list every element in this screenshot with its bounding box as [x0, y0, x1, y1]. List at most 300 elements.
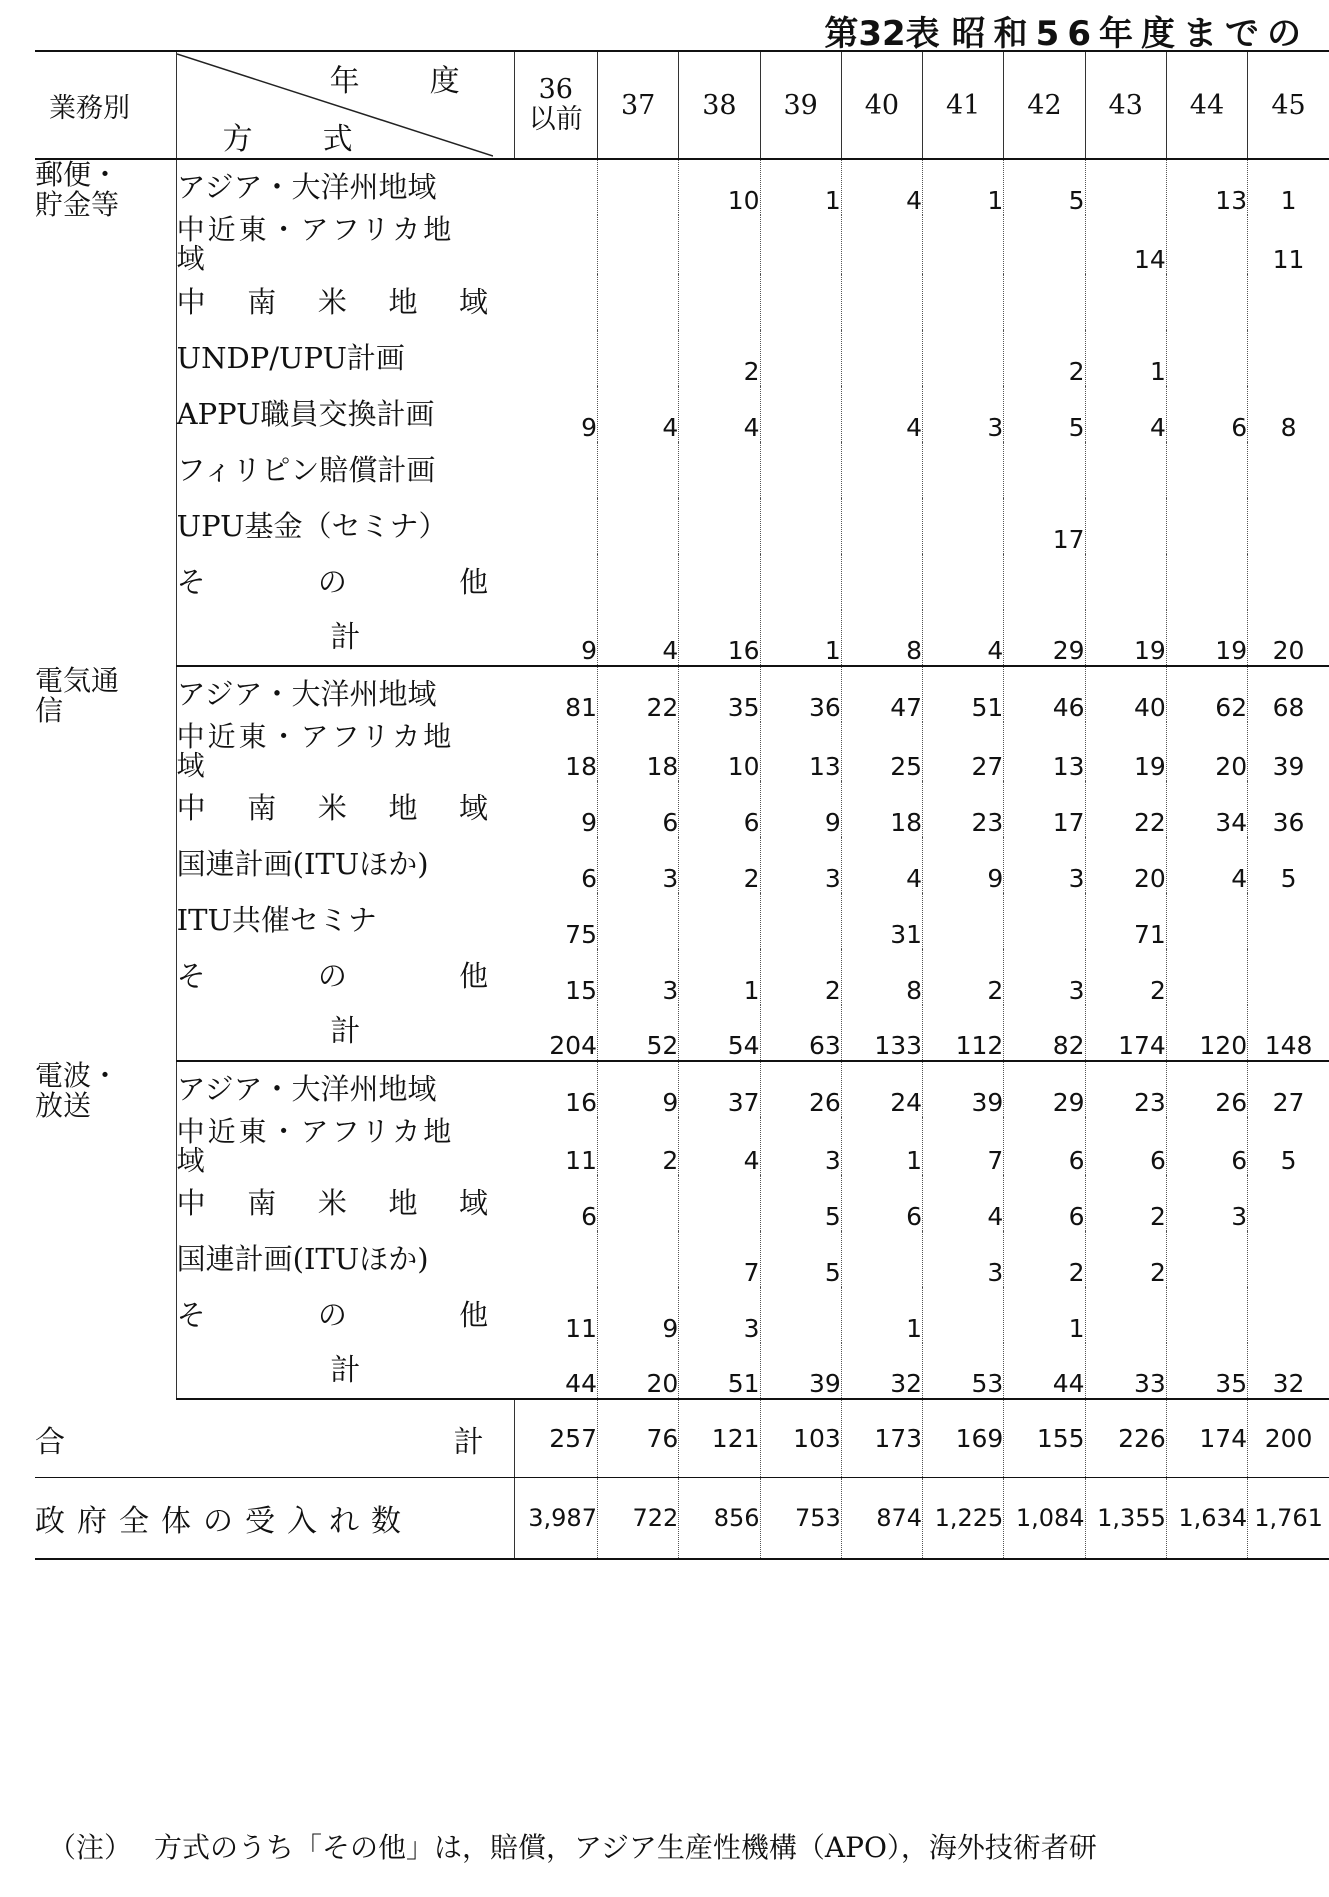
value-cell: 5 — [760, 1231, 841, 1287]
government-total-value: 3,987 — [514, 1477, 597, 1559]
value-cell: 8 — [841, 610, 922, 666]
grand-total-label: 合 計 — [35, 1399, 514, 1477]
grand-total-value: 173 — [841, 1399, 922, 1477]
business-category: 電波・ 放送 — [35, 1058, 120, 1122]
value-cell: 3 — [760, 1117, 841, 1176]
value-cell — [597, 893, 678, 949]
method-label: アジア・大洋州地域 — [176, 159, 514, 215]
year-header-4: 40 — [841, 51, 922, 159]
table-row — [35, 1117, 1329, 1176]
value-cell: 20 — [1085, 837, 1166, 893]
value-cell: 6 — [514, 1175, 597, 1231]
value-cell: 26 — [1166, 1061, 1247, 1117]
year-header-8: 44 — [1166, 51, 1247, 159]
value-cell — [1166, 215, 1247, 274]
value-cell — [597, 554, 678, 610]
page-title — [824, 6, 1309, 55]
method-label: UNDP/UPU計画 — [176, 330, 514, 386]
value-cell: 2 — [1085, 1231, 1166, 1287]
value-cell: 9 — [597, 1061, 678, 1117]
value-cell: 4 — [1166, 837, 1247, 893]
value-cell: 11 — [514, 1287, 597, 1343]
value-cell: 1 — [1004, 1287, 1085, 1343]
value-cell: 29 — [1004, 1061, 1085, 1117]
value-cell — [1004, 554, 1085, 610]
table-row — [35, 1287, 1329, 1343]
value-cell: 3 — [760, 837, 841, 893]
value-cell — [1004, 442, 1085, 498]
grand-total-value: 169 — [923, 1399, 1004, 1477]
value-cell — [1004, 274, 1085, 330]
value-cell: 120 — [1166, 1005, 1247, 1061]
value-cell — [597, 274, 678, 330]
value-cell: 20 — [597, 1343, 678, 1399]
method-label: 中 南 米 地 域 — [176, 781, 514, 837]
government-total-label: 政府全体の受入れ数 — [35, 1477, 514, 1559]
value-cell — [923, 1287, 1004, 1343]
footnote — [48, 1826, 1097, 1866]
value-cell: 14 — [1085, 215, 1166, 274]
grand-total-value: 121 — [679, 1399, 760, 1477]
value-cell — [841, 554, 922, 610]
value-cell: 27 — [923, 722, 1004, 781]
value-cell — [923, 215, 1004, 274]
value-cell — [1248, 330, 1329, 386]
grand-total-value: 76 — [597, 1399, 678, 1477]
value-cell — [841, 1231, 922, 1287]
method-label: 計 — [176, 610, 514, 666]
business-category: 電気通 信 — [35, 663, 120, 728]
government-total-value: 722 — [597, 1477, 678, 1559]
value-cell — [923, 498, 1004, 554]
value-cell — [597, 1231, 678, 1287]
value-cell: 5 — [1004, 159, 1085, 215]
business-category: 郵便・ 貯金等 — [35, 158, 120, 222]
value-cell: 3 — [679, 1287, 760, 1343]
value-cell: 18 — [597, 722, 678, 781]
value-cell: 6 — [514, 837, 597, 893]
table-row — [35, 1231, 1329, 1287]
value-cell: 11 — [514, 1117, 597, 1176]
value-cell: 24 — [841, 1061, 922, 1117]
value-cell: 9 — [760, 781, 841, 837]
value-cell: 19 — [1085, 722, 1166, 781]
grand-total-value: 226 — [1085, 1399, 1166, 1477]
value-cell: 4 — [679, 1117, 760, 1176]
value-cell — [841, 274, 922, 330]
year-header-label: 年 度 — [329, 64, 480, 99]
value-cell: 23 — [1085, 1061, 1166, 1117]
value-cell — [760, 498, 841, 554]
value-cell — [1085, 1287, 1166, 1343]
value-cell: 20 — [1248, 610, 1329, 666]
value-cell — [1004, 215, 1085, 274]
value-cell: 36 — [1272, 807, 1305, 837]
grand-total-value: 257 — [514, 1399, 597, 1477]
value-cell: 18 — [841, 781, 922, 837]
value-cell: 6 — [841, 1175, 922, 1231]
value-cell — [1166, 949, 1247, 1005]
value-cell: 8 — [1280, 412, 1297, 442]
table-row — [35, 274, 1329, 330]
table-row — [35, 722, 1329, 781]
value-cell: 1 — [760, 610, 841, 666]
method-label: 中近東・アフリカ地 域 — [176, 1117, 514, 1176]
method-label: 国連計画(ITUほか) — [176, 1231, 514, 1287]
value-cell: 46 — [1004, 666, 1085, 722]
value-cell: 133 — [841, 1005, 922, 1061]
value-cell — [760, 386, 841, 442]
table-row — [35, 498, 1329, 554]
value-cell — [679, 442, 760, 498]
table-row — [35, 1175, 1329, 1231]
value-cell — [1166, 442, 1247, 498]
value-cell: 1 — [841, 1117, 922, 1176]
value-cell — [1248, 498, 1329, 554]
government-total-value: 1,634 — [1166, 1477, 1247, 1559]
value-cell — [1248, 1175, 1329, 1231]
value-cell — [514, 159, 597, 215]
year-header-3: 39 — [760, 51, 841, 159]
value-cell: 1 — [679, 949, 760, 1005]
value-cell: 39 — [760, 1343, 841, 1399]
value-cell: 20 — [1166, 722, 1247, 781]
value-cell — [1004, 893, 1085, 949]
value-cell — [679, 554, 760, 610]
value-cell: 2 — [679, 330, 760, 386]
method-header-label: 方 式 — [222, 122, 373, 157]
grand-total-value: 155 — [1004, 1399, 1085, 1477]
value-cell — [1166, 330, 1247, 386]
value-cell: 6 — [679, 781, 760, 837]
value-cell: 2 — [679, 837, 760, 893]
value-cell — [841, 442, 922, 498]
method-label: フィリピン賠償計画 — [176, 442, 514, 498]
value-cell: 26 — [760, 1061, 841, 1117]
value-cell: 35 — [679, 666, 760, 722]
value-cell: 9 — [923, 837, 1004, 893]
value-cell: 9 — [514, 386, 597, 442]
value-cell: 4 — [597, 386, 678, 442]
value-cell: 2 — [1085, 949, 1166, 1005]
value-cell — [1248, 1231, 1329, 1287]
value-cell — [1166, 554, 1247, 610]
value-cell: 5 — [1280, 863, 1297, 893]
value-cell — [1248, 442, 1329, 498]
value-cell: 17 — [1004, 498, 1085, 554]
value-cell: 10 — [679, 159, 760, 215]
table-row — [35, 837, 1329, 893]
value-cell — [1166, 1231, 1247, 1287]
value-cell: 40 — [1085, 666, 1166, 722]
government-total-value: 1,225 — [923, 1477, 1004, 1559]
government-total-value: 1,761 — [1248, 1477, 1329, 1559]
value-cell: 1 — [760, 159, 841, 215]
table-number: 第32表 — [824, 14, 940, 54]
table-row — [35, 610, 1329, 666]
grand-total-value: 174 — [1166, 1399, 1247, 1477]
value-cell — [1085, 159, 1166, 215]
value-cell: 3 — [923, 386, 1004, 442]
value-cell: 22 — [597, 666, 678, 722]
value-cell — [514, 498, 597, 554]
value-cell — [1085, 498, 1166, 554]
value-cell — [597, 215, 678, 274]
value-cell: 6 — [1166, 386, 1247, 442]
value-cell — [514, 442, 597, 498]
value-cell — [760, 274, 841, 330]
year-header-0: 36 以前 — [514, 51, 597, 159]
method-label: アジア・大洋州地域 — [176, 666, 514, 722]
method-label: UPU基金（セミナ） — [176, 498, 514, 554]
value-cell — [514, 215, 597, 274]
value-cell: 3 — [1004, 949, 1085, 1005]
value-cell — [760, 330, 841, 386]
value-cell: 54 — [679, 1005, 760, 1061]
table-row — [35, 554, 1329, 610]
value-cell: 34 — [1166, 781, 1247, 837]
grand-total-value: 200 — [1248, 1399, 1329, 1477]
government-total-value: 856 — [679, 1477, 760, 1559]
value-cell: 31 — [841, 893, 922, 949]
government-total-value: 874 — [841, 1477, 922, 1559]
value-cell: 3 — [597, 837, 678, 893]
value-cell: 17 — [1004, 781, 1085, 837]
table-row — [35, 215, 1329, 274]
value-cell — [597, 1175, 678, 1231]
method-label: そ の 他 — [176, 949, 514, 1005]
value-cell: 6 — [1166, 1117, 1247, 1176]
government-total-row — [35, 1477, 1329, 1559]
value-cell: 51 — [923, 666, 1004, 722]
government-total-value: 1,355 — [1085, 1477, 1166, 1559]
value-cell — [760, 1287, 841, 1343]
value-cell: 1 — [1085, 330, 1166, 386]
grand-total-value: 103 — [760, 1399, 841, 1477]
method-label: 中 南 米 地 域 — [176, 274, 514, 330]
method-label: APPU職員交換計画 — [176, 386, 514, 442]
grand-total-row — [35, 1399, 1329, 1477]
statistics-table — [35, 50, 1329, 1560]
value-cell: 47 — [841, 666, 922, 722]
value-cell — [514, 554, 597, 610]
value-cell: 4 — [923, 610, 1004, 666]
value-cell: 75 — [514, 893, 597, 949]
value-cell: 6 — [1004, 1175, 1085, 1231]
method-label: そ の 他 — [176, 554, 514, 610]
value-cell — [597, 159, 678, 215]
value-cell: 9 — [514, 610, 597, 666]
value-cell — [1085, 274, 1166, 330]
value-cell: 1 — [1280, 186, 1297, 215]
value-cell — [841, 215, 922, 274]
value-cell: 51 — [679, 1343, 760, 1399]
value-cell: 19 — [1085, 610, 1166, 666]
value-cell — [760, 554, 841, 610]
value-cell: 33 — [1085, 1343, 1166, 1399]
value-cell: 4 — [597, 610, 678, 666]
value-cell — [514, 330, 597, 386]
business-header: 業務別 — [35, 51, 176, 159]
method-label: 中 南 米 地 域 — [176, 1175, 514, 1231]
method-label: 計 — [176, 1343, 514, 1399]
value-cell: 5 — [1004, 386, 1085, 442]
value-cell: 10 — [679, 722, 760, 781]
value-cell: 39 — [1272, 751, 1305, 781]
value-cell — [760, 215, 841, 274]
government-total-value: 753 — [760, 1477, 841, 1559]
value-cell: 2 — [1004, 1231, 1085, 1287]
value-cell: 6 — [597, 781, 678, 837]
government-total-value: 1,084 — [1004, 1477, 1085, 1559]
value-cell — [923, 893, 1004, 949]
value-cell: 44 — [514, 1343, 597, 1399]
table-row — [35, 1343, 1329, 1399]
value-cell: 8 — [841, 949, 922, 1005]
footnote-text: 方式のうち「その他」は，賠償，アジア生産性機構（APO），海外技術者研 — [154, 1831, 1097, 1864]
value-cell — [1166, 498, 1247, 554]
value-cell: 3 — [923, 1231, 1004, 1287]
value-cell: 32 — [841, 1343, 922, 1399]
value-cell: 2 — [760, 949, 841, 1005]
value-cell — [1248, 1287, 1329, 1343]
value-cell — [1166, 893, 1247, 949]
value-cell: 11 — [1272, 244, 1305, 274]
value-cell: 6 — [1085, 1117, 1166, 1176]
value-cell: 27 — [1272, 1087, 1305, 1117]
method-label: ITU共催セミナ — [176, 893, 514, 949]
value-cell: 9 — [597, 1287, 678, 1343]
value-cell: 2 — [1004, 330, 1085, 386]
value-cell — [1166, 274, 1247, 330]
year-header-9: 45 — [1248, 51, 1329, 159]
value-cell: 112 — [923, 1005, 1004, 1061]
value-cell: 6 — [1004, 1117, 1085, 1176]
value-cell: 148 — [1248, 1005, 1329, 1061]
table-row — [35, 1005, 1329, 1061]
value-cell: 1 — [923, 159, 1004, 215]
value-cell: 7 — [679, 1231, 760, 1287]
value-cell: 3 — [597, 949, 678, 1005]
table-row — [35, 442, 1329, 498]
value-cell — [514, 1231, 597, 1287]
table-row — [35, 666, 1329, 722]
year-header-2: 38 — [679, 51, 760, 159]
value-cell: 2 — [1085, 1175, 1166, 1231]
value-cell: 37 — [679, 1061, 760, 1117]
value-cell: 174 — [1085, 1005, 1166, 1061]
value-cell: 71 — [1085, 893, 1166, 949]
value-cell: 13 — [760, 722, 841, 781]
value-cell: 68 — [1272, 692, 1305, 722]
value-cell — [679, 893, 760, 949]
method-label: そ の 他 — [176, 1287, 514, 1343]
value-cell — [597, 442, 678, 498]
value-cell: 13 — [1004, 722, 1085, 781]
year-header-6: 42 — [1004, 51, 1085, 159]
value-cell — [679, 274, 760, 330]
value-cell: 4 — [841, 159, 922, 215]
value-cell: 3 — [1004, 837, 1085, 893]
value-cell: 62 — [1166, 666, 1247, 722]
table-row — [35, 1061, 1329, 1117]
table-row — [35, 386, 1329, 442]
value-cell: 13 — [1166, 159, 1247, 215]
value-cell: 81 — [514, 666, 597, 722]
value-cell: 9 — [514, 781, 597, 837]
value-cell: 63 — [760, 1005, 841, 1061]
value-cell: 53 — [923, 1343, 1004, 1399]
value-cell — [1085, 554, 1166, 610]
value-cell: 4 — [1085, 386, 1166, 442]
year-header-7: 43 — [1085, 51, 1166, 159]
value-cell: 4 — [841, 837, 922, 893]
value-cell — [923, 442, 1004, 498]
value-cell: 7 — [923, 1117, 1004, 1176]
value-cell: 4 — [841, 386, 922, 442]
value-cell: 1 — [841, 1287, 922, 1343]
value-cell — [760, 442, 841, 498]
table-row — [35, 330, 1329, 386]
year-header-5: 41 — [923, 51, 1004, 159]
value-cell: 39 — [923, 1061, 1004, 1117]
value-cell: 16 — [679, 610, 760, 666]
value-cell: 44 — [1004, 1343, 1085, 1399]
value-cell: 19 — [1166, 610, 1247, 666]
value-cell: 4 — [679, 386, 760, 442]
value-cell: 25 — [841, 722, 922, 781]
value-cell — [1085, 442, 1166, 498]
value-cell — [679, 498, 760, 554]
table-row — [35, 893, 1329, 949]
value-cell: 52 — [597, 1005, 678, 1061]
value-cell: 82 — [1004, 1005, 1085, 1061]
value-cell — [923, 554, 1004, 610]
table-title-text: 昭和56年度までの — [951, 14, 1309, 54]
value-cell — [514, 274, 597, 330]
value-cell: 16 — [514, 1061, 597, 1117]
value-cell: 204 — [514, 1005, 597, 1061]
method-label: 中近東・アフリカ地 域 — [176, 722, 514, 781]
value-cell — [841, 330, 922, 386]
year-header-1: 37 — [597, 51, 678, 159]
value-cell — [760, 893, 841, 949]
value-cell: 2 — [923, 949, 1004, 1005]
value-cell — [1166, 1287, 1247, 1343]
table-row — [35, 949, 1329, 1005]
footnote-label: （注） — [48, 1831, 133, 1864]
value-cell: 5 — [1280, 1146, 1297, 1176]
value-cell — [923, 330, 1004, 386]
value-cell: 18 — [514, 722, 597, 781]
value-cell: 23 — [923, 781, 1004, 837]
diagonal-header-cell — [176, 51, 514, 159]
value-cell: 22 — [1085, 781, 1166, 837]
method-label: 中近東・アフリカ地 域 — [176, 215, 514, 274]
method-label: アジア・大洋州地域 — [176, 1061, 514, 1117]
value-cell — [841, 498, 922, 554]
value-cell: 4 — [923, 1175, 1004, 1231]
value-cell — [1248, 274, 1329, 330]
value-cell — [923, 274, 1004, 330]
table-row — [35, 781, 1329, 837]
value-cell — [1248, 554, 1329, 610]
value-cell: 35 — [1166, 1343, 1247, 1399]
value-cell: 29 — [1004, 610, 1085, 666]
table-row — [35, 159, 1329, 215]
value-cell — [597, 498, 678, 554]
method-label: 計 — [176, 1005, 514, 1061]
